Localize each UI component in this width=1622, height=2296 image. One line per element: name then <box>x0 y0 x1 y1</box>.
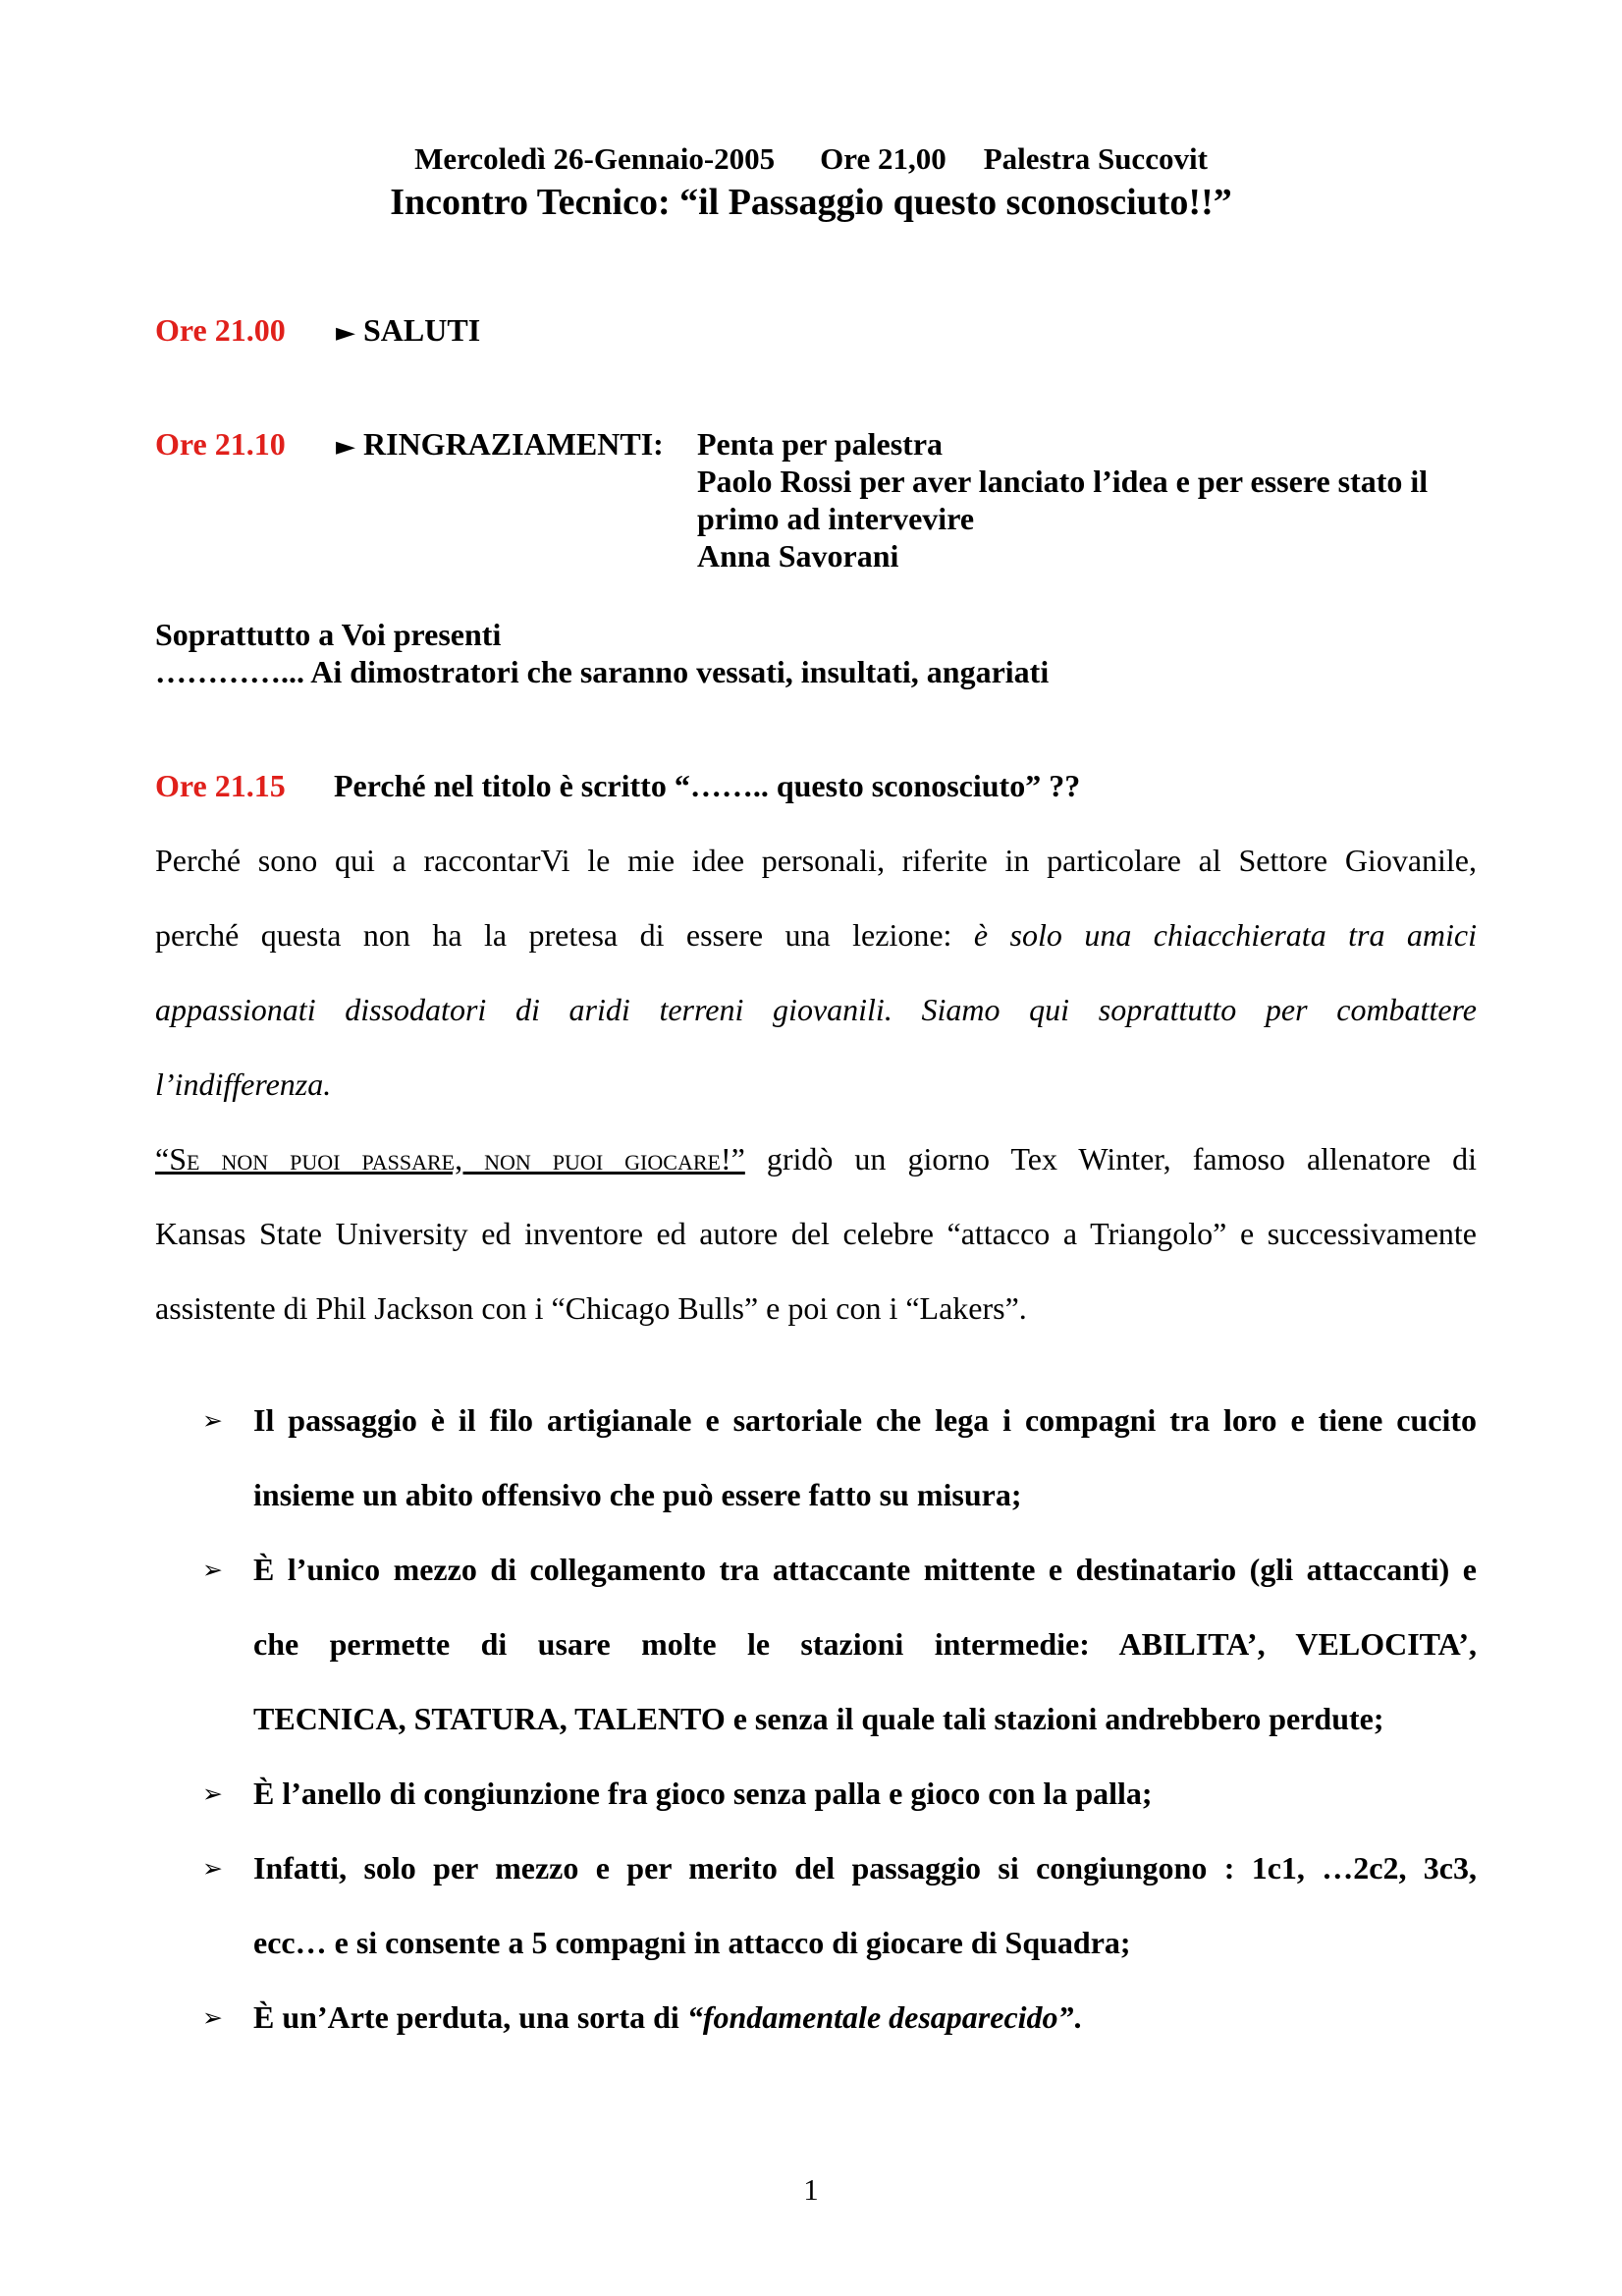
thanks-present: Soprattutto a Voi presenti <box>155 617 502 652</box>
play-triangle-icon: ► <box>336 432 355 462</box>
time-2110: Ore 21.10 <box>155 426 286 462</box>
page-number: 1 <box>803 2172 819 2207</box>
arrow-bullet-icon: ➢ <box>202 1406 223 1435</box>
play-triangle-icon: ► <box>336 318 355 348</box>
bullet-line: È l’anello di congiunzione fra gioco senza palla e gioco con la palla; <box>253 1776 1153 1811</box>
bullet-line: È un’Arte perduta, una sorta di “fondamentale desaparecido”. <box>253 1999 1082 2035</box>
bullet-line: Il passaggio è il filo artigianale e sartoriale che lega i compagni tra loro e tiene cucito <box>253 1402 1477 1438</box>
paragraph-line: “Se non puoi passare, non puoi giocare!” gridò un giorno Tex Winter, famoso allenatore di <box>155 1141 1478 1176</box>
thanks-item: Penta per palestra <box>697 426 944 462</box>
section-heading: Perché nel titolo è scritto “…….. questo sconosciuto” ?? <box>334 768 1081 803</box>
paragraph-line: appassionati dissodatori di aridi terreni giovanili. Siamo qui soprattutto per combattere <box>155 992 1477 1027</box>
quote-text: “Se non puoi passare, non puoi giocare!” <box>155 1141 745 1176</box>
document-title: Incontro Tecnico: “il Passaggio questo sconosciuto!!” <box>390 182 1232 223</box>
bullet-line: insieme un abito offensivo che può essere fatto su misura; <box>253 1477 1022 1512</box>
bullet-line: È l’unico mezzo di collegamento tra attaccante mittente e destinatario (gli attaccanti) e <box>253 1552 1477 1587</box>
thanks-item: Anna Savorani <box>697 538 899 574</box>
thanks-demonstrators: …………... Ai dimostratori che saranno vessati, insultati, angariati <box>155 654 1050 689</box>
arrow-bullet-icon: ➢ <box>202 1779 223 1808</box>
time-2100: Ore 21.00 <box>155 312 286 348</box>
header-line <box>0 141 1622 177</box>
arrow-bullet-icon: ➢ <box>202 1854 223 1883</box>
paragraph-line: perché questa non ha la pretesa di essere una lezione: è solo una chiacchierata tra amici <box>155 917 1478 953</box>
arrow-bullet-icon: ➢ <box>202 1556 223 1584</box>
bullet-line: ecc… e si consente a 5 compagni in attacco di giocare di Squadra; <box>253 1925 1131 1960</box>
paragraph-line: assistente di Phil Jackson con i “Chicago Bulls” e poi con i “Lakers”. <box>155 1290 1027 1326</box>
paragraph-line: Kansas State University ed inventore ed autore del celebre “attacco a Triangolo” e successivamente <box>155 1216 1477 1251</box>
paragraph-line: l’indifferenza. <box>155 1066 332 1102</box>
paragraph-line: Perché sono qui a raccontarVi le mie idee personali, riferite in particolare al Settore Giovanile, <box>155 843 1477 878</box>
program-saluti: ► SALUTI <box>336 312 481 348</box>
thanks-item: primo ad intervevire <box>697 501 975 536</box>
header-time: Ore 21,00 <box>820 141 946 176</box>
arrow-bullet-icon: ➢ <box>202 2003 223 2032</box>
bullet-line: TECNICA, STATURA, TALENTO e senza il quale tali stazioni andrebbero perdute; <box>253 1701 1384 1736</box>
bullet-line: Infatti, solo per mezzo e per merito del passaggio si congiungono : 1c1, …2c2, 3c3, <box>253 1850 1477 1886</box>
header-place: Palestra Succovit <box>983 141 1208 176</box>
time-2115: Ore 21.15 <box>155 768 286 803</box>
bullet-line: che permette di usare molte le stazioni intermedie: ABILITA’, VELOCITA’, <box>253 1626 1477 1662</box>
header-date: Mercoledì 26-Gennaio-2005 <box>414 141 776 176</box>
thanks-item: Paolo Rossi per aver lanciato l’idea e per essere stato il <box>697 464 1429 499</box>
program-ringraziamenti: ► RINGRAZIAMENTI: <box>336 426 664 462</box>
